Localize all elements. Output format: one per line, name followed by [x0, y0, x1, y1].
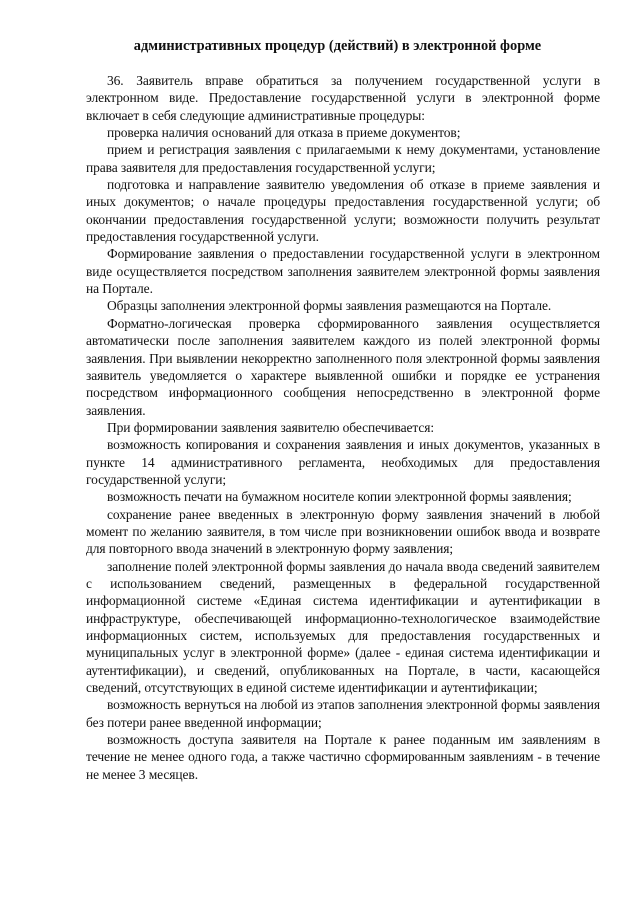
paragraph-form-filling: Формирование заявления о предоставлении государственной услуги в электронном виде осуществляется посредством заполнения заявителем электронной формы заявления на Портале. — [86, 246, 600, 297]
paragraph-procedure-registration: прием и регистрация заявления с прилагаемыми к нему документами, установление права заявителя для предоставления государственной услуги; — [86, 142, 600, 175]
paragraph-format-check: Форматно-логическая проверка сформированного заявления осуществляется автоматически после заполнения заявителем каждого из полей электронной формы заявления. При выявлении некорректно заполненного поля электронной формы заявления заявитель уведомляется о характере выявленной ошибки и порядке ее устранения посредством информационного сообщения непосредственно в электронной форме заявления. — [86, 315, 600, 418]
paragraph-prefill-esia: заполнение полей электронной формы заявления до начала ввода сведений заявителем с использованием сведений, размещенных в федеральной государственной информационной системе «Единая система идентификации и аутентификации в инфраструктуре, обеспечивающей информационно-технологическое взаимодействие информационных систем, используемых для предоставления государственных и муниципальных услуг в электронной форме» (далее - единая система идентификации и аутентификации), и сведений, опубликованных на Портале, в части, касающейся сведений, отсутствующих в единой системе идентификации и аутентификации; — [86, 558, 600, 696]
paragraph-copy-save: возможность копирования и сохранения заявления и иных документов, указанных в пункте 14 административного регламента, необходимых для предоставления государственной услуги; — [86, 437, 600, 487]
section-heading: административных процедур (действий) в электронной форме — [133, 38, 542, 54]
paragraph-procedure-check: проверка наличия оснований для отказа в приеме документов; — [107, 125, 461, 141]
paragraph-applicant-provided: При формировании заявления заявителю обеспечивается: — [107, 419, 435, 435]
document-body — [86, 72, 600, 783]
paragraph-procedure-notification: подготовка и направление заявителю уведомления об отказе в приеме заявления и иных документов; о начале процедуры предоставления государственной услуги; об окончании предоставления государственной услуги; возможности получить результат предоставления государственной услуги. — [86, 177, 600, 245]
paragraph-item-36-intro: 36. Заявитель вправе обратиться за получением государственной услуги в электронном виде. Предоставление государственной услуги в электронной форме включает в себя следующие административные процедуры: — [86, 73, 600, 123]
paragraph-save-values: сохранение ранее введенных в электронную форму заявления значений в любой момент по желанию заявителя, в том числе при возникновении ошибок ввода и возврате для повторного ввода значений в электронную форму заявления; — [86, 506, 600, 557]
paragraph-print: возможность печати на бумажном носителе копии электронной формы заявления; — [107, 489, 572, 505]
paragraph-return-to-step: возможность вернуться на любой из этапов заполнения электронной формы заявления без потери ранее введенной информации; — [86, 697, 600, 730]
paragraph-access-history: возможность доступа заявителя на Портале к ранее поданным им заявлениям в течение не менее одного года, а также частично сформированным заявлениям - в течение не менее 3 месяцев. — [86, 732, 600, 782]
paragraph-form-samples: Образцы заполнения электронной формы заявления размещаются на Портале. — [107, 298, 552, 314]
